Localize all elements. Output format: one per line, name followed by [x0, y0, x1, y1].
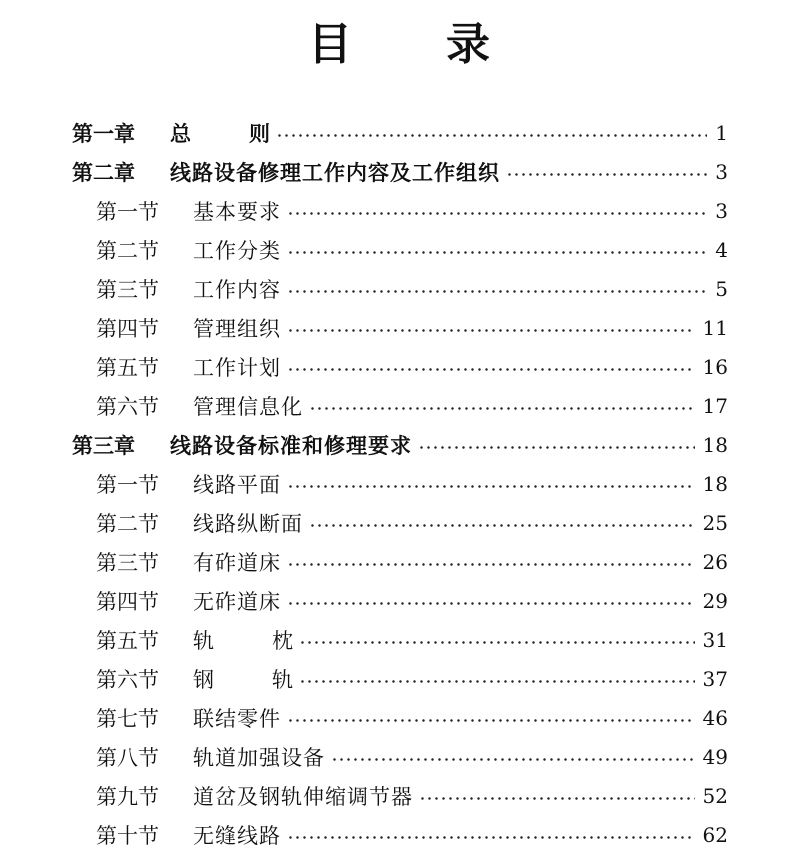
toc-chapter-3[interactable]: [0, 425, 800, 464]
page-number: 5: [715, 276, 728, 301]
section-title-part-b: 枕: [272, 628, 293, 653]
dot-leader: [276, 134, 707, 137]
section-title: 无缝线路: [193, 823, 281, 848]
section-title: 无砟道床: [193, 589, 281, 614]
page-number: 18: [702, 471, 728, 496]
page-number: 29: [702, 588, 728, 613]
page-number: 25: [702, 510, 728, 535]
dot-leader: [287, 290, 707, 293]
section-title: 管理组织: [193, 316, 281, 341]
toc-chapter-1[interactable]: [0, 113, 800, 152]
page-number: 16: [702, 354, 728, 379]
dot-leader: [506, 173, 707, 176]
toc-section-2-5[interactable]: [0, 347, 800, 386]
page-number: 3: [715, 159, 728, 184]
section-number: 第一节: [96, 199, 159, 224]
page-number: 26: [702, 549, 728, 574]
page-number: 1: [715, 120, 728, 145]
section-title: 工作分类: [193, 238, 281, 263]
toc-section-3-6[interactable]: [0, 659, 800, 698]
page-number: 46: [702, 705, 728, 730]
section-number: 第六节: [96, 394, 159, 419]
section-title: 有砟道床: [193, 550, 281, 575]
page-number: 37: [702, 666, 728, 691]
toc-section-2-1[interactable]: [0, 191, 800, 230]
section-number: 第五节: [96, 628, 159, 653]
section-title: [193, 664, 293, 694]
dot-leader: [309, 407, 695, 410]
chapter-title-part-b: 则: [249, 121, 270, 146]
dot-leader: [287, 368, 695, 371]
dot-leader: [299, 680, 695, 683]
toc-section-2-2[interactable]: [0, 230, 800, 269]
toc-section-3-2[interactable]: [0, 503, 800, 542]
page-number: 31: [702, 627, 728, 652]
section-title: 管理信息化: [193, 394, 303, 419]
chapter-title: [170, 118, 270, 148]
section-title: 线路纵断面: [193, 511, 303, 536]
section-title: 道岔及钢轨伸缩调节器: [193, 784, 413, 809]
toc-section-3-1[interactable]: [0, 464, 800, 503]
section-title: 工作计划: [193, 355, 281, 380]
section-number: 第四节: [96, 316, 159, 341]
table-of-contents: [0, 113, 800, 854]
title-char-first: 目: [308, 19, 354, 70]
chapter-number: 第三章: [72, 433, 135, 458]
toc-section-3-8[interactable]: [0, 737, 800, 776]
section-number: 第六节: [96, 667, 159, 692]
chapter-number: 第二章: [72, 160, 135, 185]
section-number: 第二节: [96, 238, 159, 263]
dot-leader: [287, 485, 695, 488]
dot-leader: [287, 602, 695, 605]
toc-section-3-9[interactable]: [0, 776, 800, 815]
section-number: 第三节: [96, 277, 159, 302]
section-title-part-b: 轨: [272, 667, 293, 692]
dot-leader: [287, 329, 695, 332]
toc-section-3-5[interactable]: [0, 620, 800, 659]
section-number: 第二节: [96, 511, 159, 536]
dot-leader: [287, 719, 695, 722]
chapter-title: 线路设备标准和修理要求: [170, 433, 412, 458]
page-number: 11: [702, 315, 728, 340]
page-number: 62: [702, 822, 728, 847]
toc-section-2-4[interactable]: [0, 308, 800, 347]
page-number: 52: [702, 783, 728, 808]
chapter-title: 线路设备修理工作内容及工作组织: [170, 160, 500, 185]
chapter-number: 第一章: [72, 121, 135, 146]
chapter-title-part-a: 总: [170, 121, 191, 146]
toc-chapter-2[interactable]: [0, 152, 800, 191]
title-char-second: 录: [446, 19, 492, 70]
section-number: 第八节: [96, 745, 159, 770]
dot-leader: [331, 758, 695, 761]
dot-leader: [418, 446, 695, 449]
page-title: [0, 10, 800, 70]
section-title: 工作内容: [193, 277, 281, 302]
section-title: 轨道加强设备: [193, 745, 325, 770]
toc-section-3-4[interactable]: [0, 581, 800, 620]
toc-section-2-3[interactable]: [0, 269, 800, 308]
section-number: 第九节: [96, 784, 159, 809]
section-title-part-a: 钢: [193, 667, 214, 692]
toc-section-3-3[interactable]: [0, 542, 800, 581]
dot-leader: [299, 641, 695, 644]
toc-section-3-7[interactable]: [0, 698, 800, 737]
section-title-part-a: 轨: [193, 628, 214, 653]
page-number: 18: [702, 432, 728, 457]
dot-leader: [287, 212, 707, 215]
section-number: 第一节: [96, 472, 159, 497]
section-number: 第七节: [96, 706, 159, 731]
section-number: 第五节: [96, 355, 159, 380]
dot-leader: [419, 797, 695, 800]
section-title: 线路平面: [193, 472, 281, 497]
page-number: 49: [702, 744, 728, 769]
dot-leader: [287, 563, 695, 566]
dot-leader: [309, 524, 695, 527]
toc-section-3-10[interactable]: [0, 815, 800, 854]
section-title: 联结零件: [193, 706, 281, 731]
section-number: 第三节: [96, 550, 159, 575]
toc-section-2-6[interactable]: [0, 386, 800, 425]
page-number: 3: [715, 198, 728, 223]
section-number: 第十节: [96, 823, 159, 848]
section-number: 第四节: [96, 589, 159, 614]
section-title: [193, 625, 293, 655]
page-number: 17: [702, 393, 728, 418]
page-number: 4: [715, 237, 728, 262]
dot-leader: [287, 251, 707, 254]
dot-leader: [287, 836, 695, 839]
section-title: 基本要求: [193, 199, 281, 224]
